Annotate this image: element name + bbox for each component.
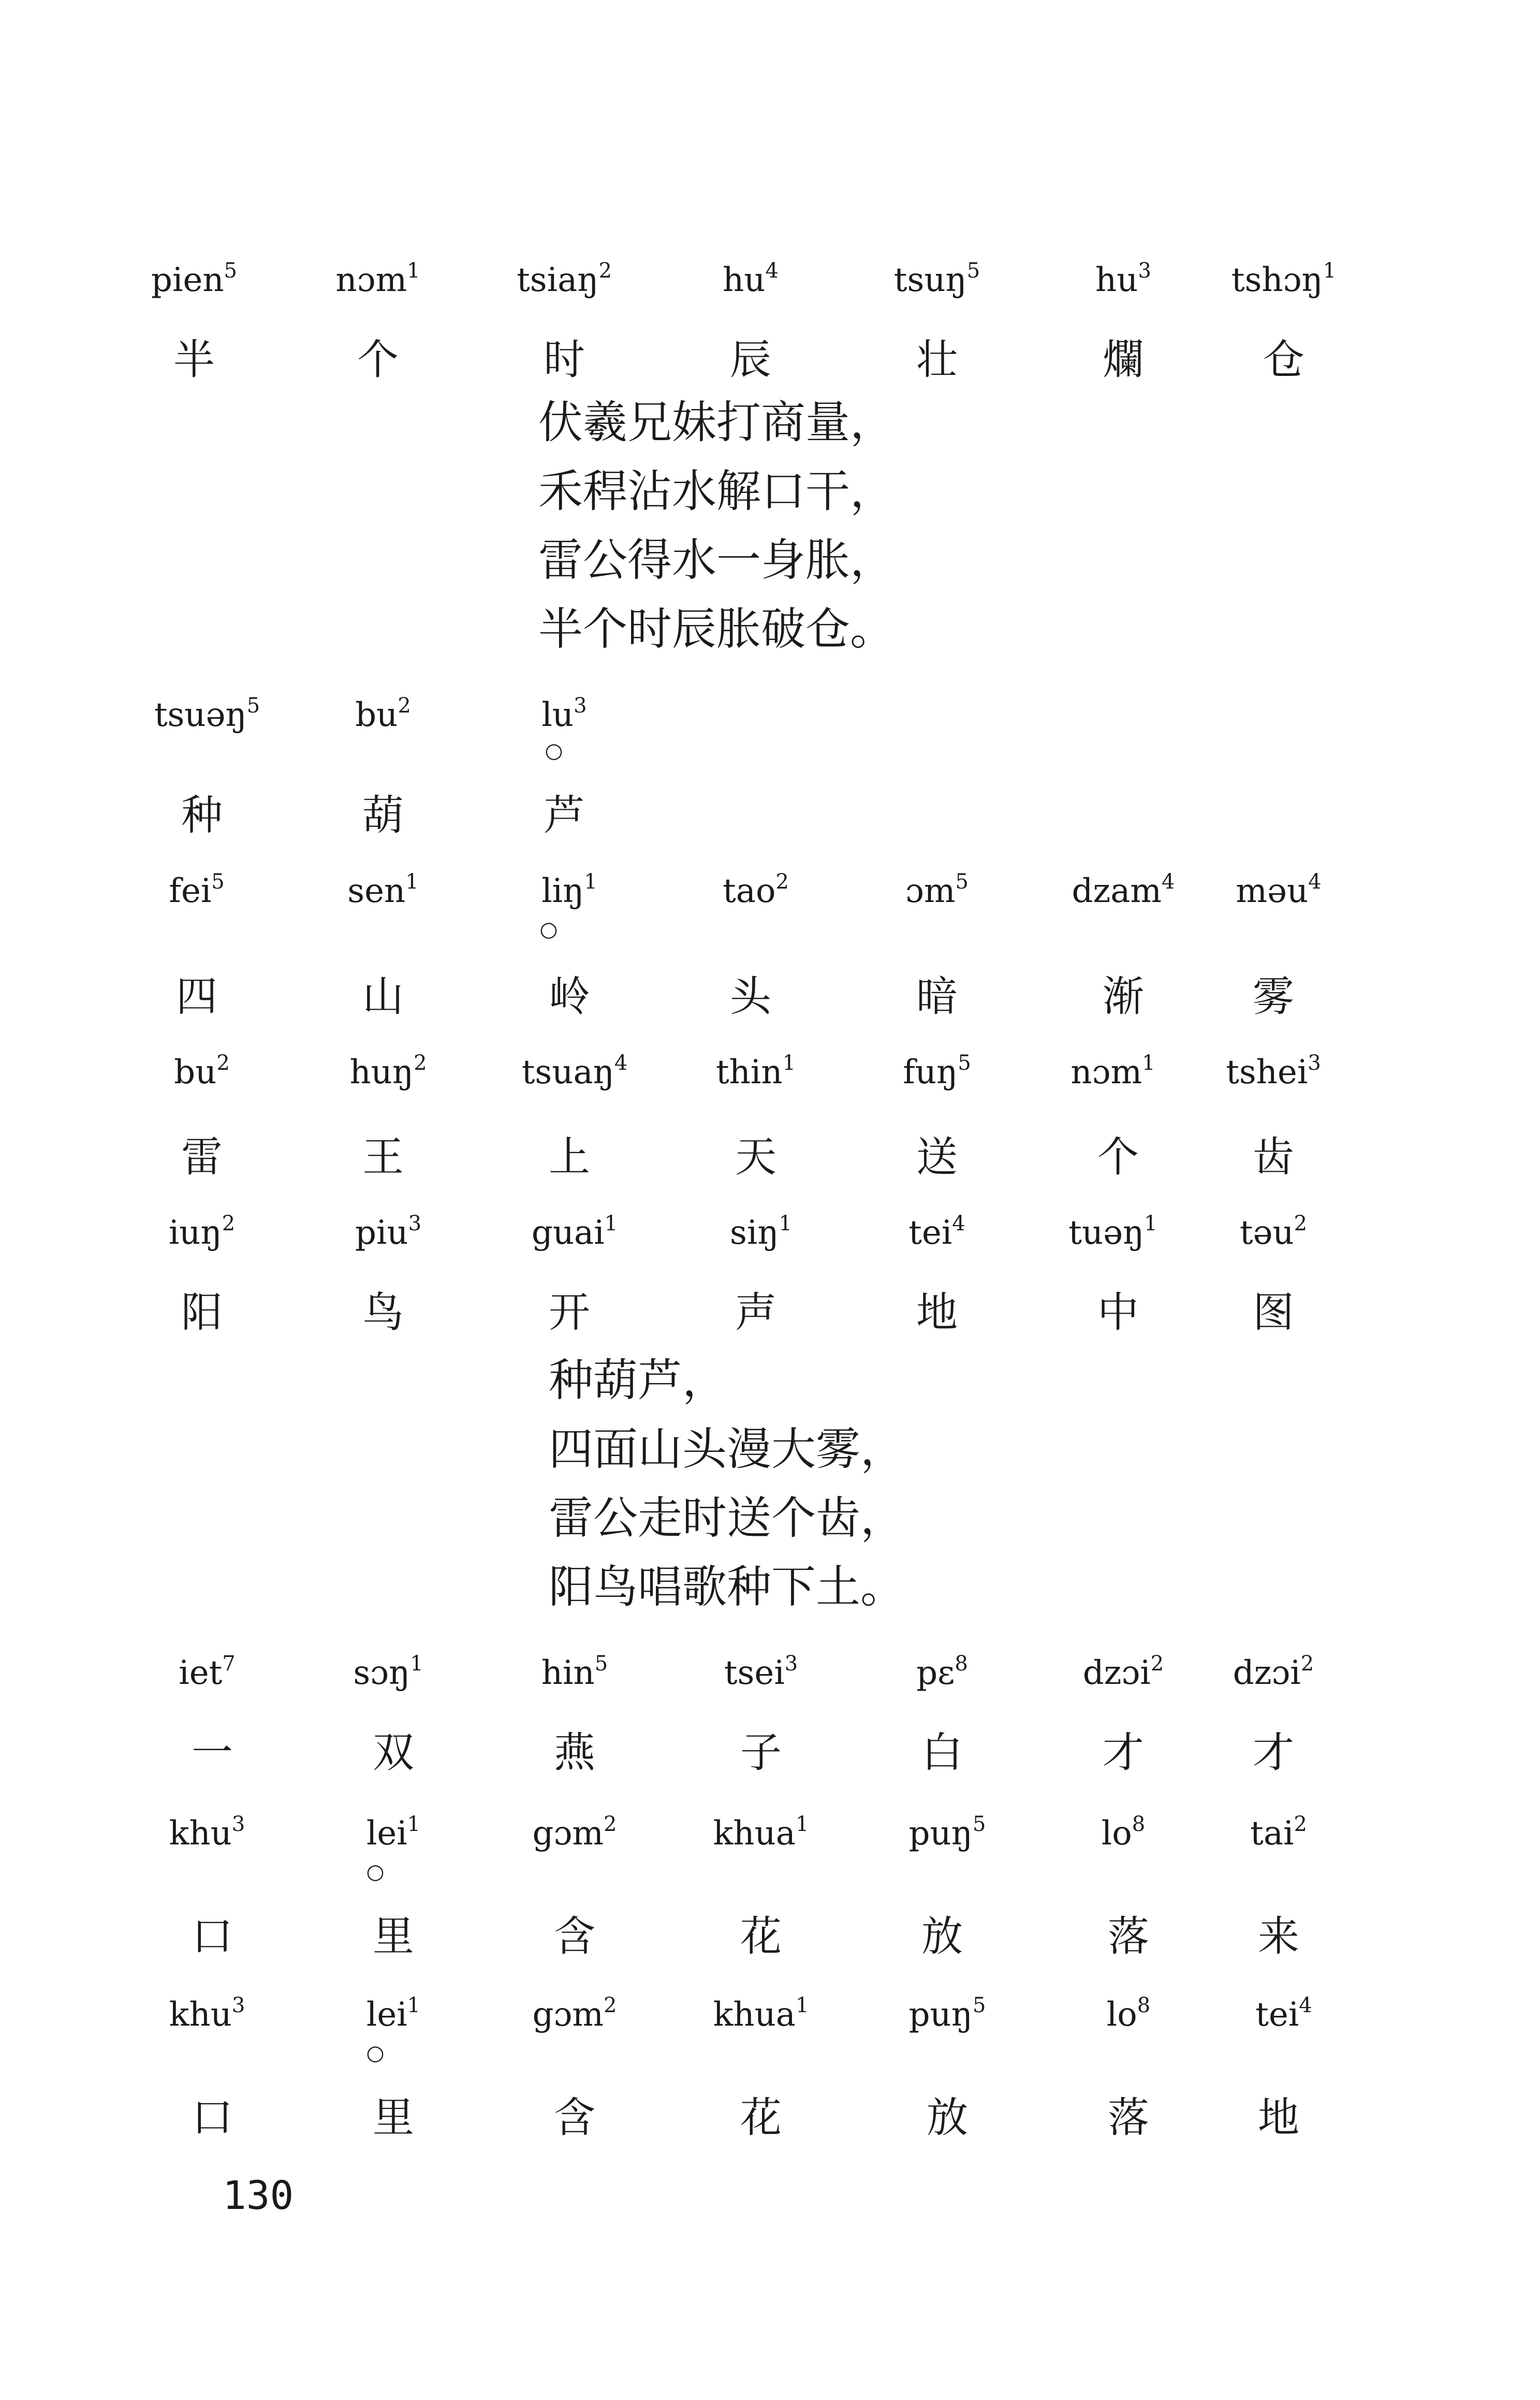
romanization: sen$^1$ (347, 870, 419, 910)
romanization: guai$^1$ (531, 1212, 618, 1252)
hanzi: 天 (735, 1133, 776, 1181)
hanzi: 地 (916, 1288, 958, 1336)
romanization: lei$^1$ (366, 1994, 421, 2034)
romanization: siŋ$^1$ (730, 1212, 792, 1252)
romanization: fei$^5$ (169, 870, 225, 910)
hanzi: 四 (176, 972, 217, 1021)
hanzi: 开 (549, 1288, 590, 1336)
romanization: fuŋ$^5$ (903, 1051, 971, 1092)
hanzi: 里 (373, 1912, 414, 1960)
hanzi: 芦 (544, 791, 585, 839)
hanzi: 才 (1253, 1728, 1294, 1777)
hanzi: 含 (554, 1912, 595, 1960)
hanzi: 上 (549, 1133, 590, 1181)
verse-line: 半个时辰胀破仓。 (538, 603, 894, 655)
hanzi: 仓 (1263, 336, 1304, 384)
romanization: pɛ$^8$ (916, 1652, 968, 1692)
romanization: nɔm$^1$ (1070, 1051, 1155, 1092)
romanization: tsuəŋ$^5$ (154, 694, 260, 734)
verse-line: 伏羲兄妹打商量， (538, 397, 894, 448)
hanzi: 含 (554, 2093, 595, 2142)
hanzi: 地 (1258, 2093, 1299, 2142)
hanzi: 山 (362, 972, 404, 1021)
romanization: huŋ$^2$ (349, 1051, 427, 1092)
hanzi: 个 (357, 336, 399, 384)
romanization: nɔm$^1$ (335, 259, 420, 299)
romanization: məu$^4$ (1236, 870, 1322, 910)
romanization: iuŋ$^2$ (168, 1212, 236, 1252)
romanization: tshɔŋ$^1$ (1231, 259, 1337, 299)
verse-line: 阳鸟唱歌种下土。 (549, 1561, 905, 1613)
hanzi: 子 (740, 1728, 782, 1777)
romanization: khu$^3$ (169, 1812, 245, 1853)
hanzi: 来 (1258, 1912, 1299, 1960)
romanization: $lu^3$ (541, 694, 587, 734)
romanization: tsuŋ$^5$ (893, 259, 980, 299)
romanization: pien$^5$ (151, 259, 237, 299)
romanization: gɔm$^2$ (532, 1994, 617, 2034)
verse-line: 禾稈沾水解口干， (538, 466, 894, 517)
hanzi: 图 (1253, 1288, 1294, 1336)
hanzi: 壮 (916, 336, 958, 384)
verse-line: 种葫芦， (549, 1355, 727, 1406)
hanzi: 白 (921, 1728, 963, 1777)
dot-mark: ○ (366, 2041, 385, 2065)
hanzi: 花 (740, 2093, 782, 2142)
romanization: thin$^1$ (715, 1051, 796, 1092)
hanzi: 送 (916, 1133, 958, 1181)
romanization: tuəŋ$^1$ (1068, 1212, 1157, 1252)
hanzi: 燕 (554, 1728, 595, 1777)
romanization: tao$^2$ (723, 870, 789, 910)
verse (538, 388, 894, 664)
hanzi: 才 (1103, 1728, 1144, 1777)
romanization: dzɔi$^2$ (1233, 1652, 1314, 1692)
romanization: khu$^3$ (169, 1994, 245, 2034)
hanzi: 齿 (1253, 1133, 1294, 1181)
hanzi: 落 (1108, 2093, 1149, 2142)
hanzi: 花 (740, 1912, 782, 1960)
dot-mark: ○ (539, 918, 558, 941)
hanzi: 时 (544, 336, 585, 384)
hanzi: 一 (192, 1728, 233, 1777)
hanzi: 渐 (1103, 972, 1144, 1021)
hanzi: 头 (730, 972, 771, 1021)
hanzi: 暗 (916, 972, 958, 1021)
romanization: gɔm$^2$ (532, 1812, 617, 1853)
verse (549, 1346, 905, 1622)
romanization: ɔm$^5$ (905, 870, 969, 910)
romanization: təu$^2$ (1239, 1212, 1308, 1252)
romanization: $bu^2$ (174, 1051, 230, 1092)
hanzi: 雾 (1253, 972, 1294, 1021)
hanzi: 口 (192, 1912, 233, 1960)
hanzi: 里 (373, 2093, 414, 2142)
hanzi: 落 (1108, 1912, 1149, 1960)
romanization: $hu^3$ (1095, 259, 1151, 299)
romanization: liŋ$^1$ (541, 870, 597, 910)
romanization: tai$^2$ (1250, 1812, 1307, 1853)
hanzi: 种 (181, 791, 223, 839)
romanization: hin$^5$ (541, 1652, 608, 1692)
romanization: $lo^8$ (1106, 1994, 1151, 2034)
romanization: tei$^4$ (908, 1212, 965, 1252)
hanzi: 口 (192, 2093, 233, 2142)
romanization: $lo^8$ (1101, 1812, 1146, 1853)
romanization: $hu^4$ (723, 259, 779, 299)
hanzi: 葫 (362, 791, 404, 839)
romanization: tsiaŋ$^2$ (517, 259, 612, 299)
hanzi: 王 (362, 1133, 404, 1181)
hanzi: 岭 (549, 972, 590, 1021)
romanization: khua$^1$ (713, 1994, 809, 2034)
hanzi: 中 (1097, 1288, 1139, 1336)
romanization: lei$^1$ (366, 1812, 421, 1853)
romanization: tsuaŋ$^4$ (521, 1051, 628, 1092)
page-number: 130 (223, 2172, 294, 2218)
hanzi: 个 (1097, 1133, 1139, 1181)
hanzi: 放 (921, 1912, 963, 1960)
hanzi: 声 (735, 1288, 776, 1336)
hanzi: 阳 (181, 1288, 223, 1336)
romanization: puŋ$^5$ (908, 1812, 986, 1853)
romanization: tshei$^3$ (1226, 1051, 1321, 1092)
romanization: $bu^2$ (355, 694, 411, 734)
verse-line: 雷公走时送个齿， (549, 1492, 905, 1544)
dot-mark: ○ (366, 1860, 385, 1884)
hanzi: 放 (927, 2093, 968, 2142)
romanization: dzam$^4$ (1072, 870, 1175, 910)
romanization: dzɔi$^2$ (1082, 1652, 1164, 1692)
hanzi: 辰 (730, 336, 771, 384)
romanization: iet$^7$ (179, 1652, 236, 1692)
hanzi: 爛 (1103, 336, 1144, 384)
dot-mark: ○ (545, 739, 563, 763)
hanzi: 双 (373, 1728, 414, 1777)
romanization: sɔŋ$^1$ (353, 1652, 423, 1692)
romanization: khua$^1$ (713, 1812, 809, 1853)
verse-line: 雷公得水一身胀， (538, 534, 894, 586)
hanzi: 雷 (181, 1133, 223, 1181)
hanzi: 鸟 (362, 1288, 404, 1336)
romanization: tsei$^3$ (724, 1652, 798, 1692)
romanization: tei$^4$ (1255, 1994, 1312, 2034)
romanization: puŋ$^5$ (908, 1994, 986, 2034)
verse-line: 四面山头漫大雾， (549, 1423, 905, 1475)
hanzi: 半 (173, 336, 215, 384)
romanization: piu$^3$ (355, 1212, 422, 1252)
